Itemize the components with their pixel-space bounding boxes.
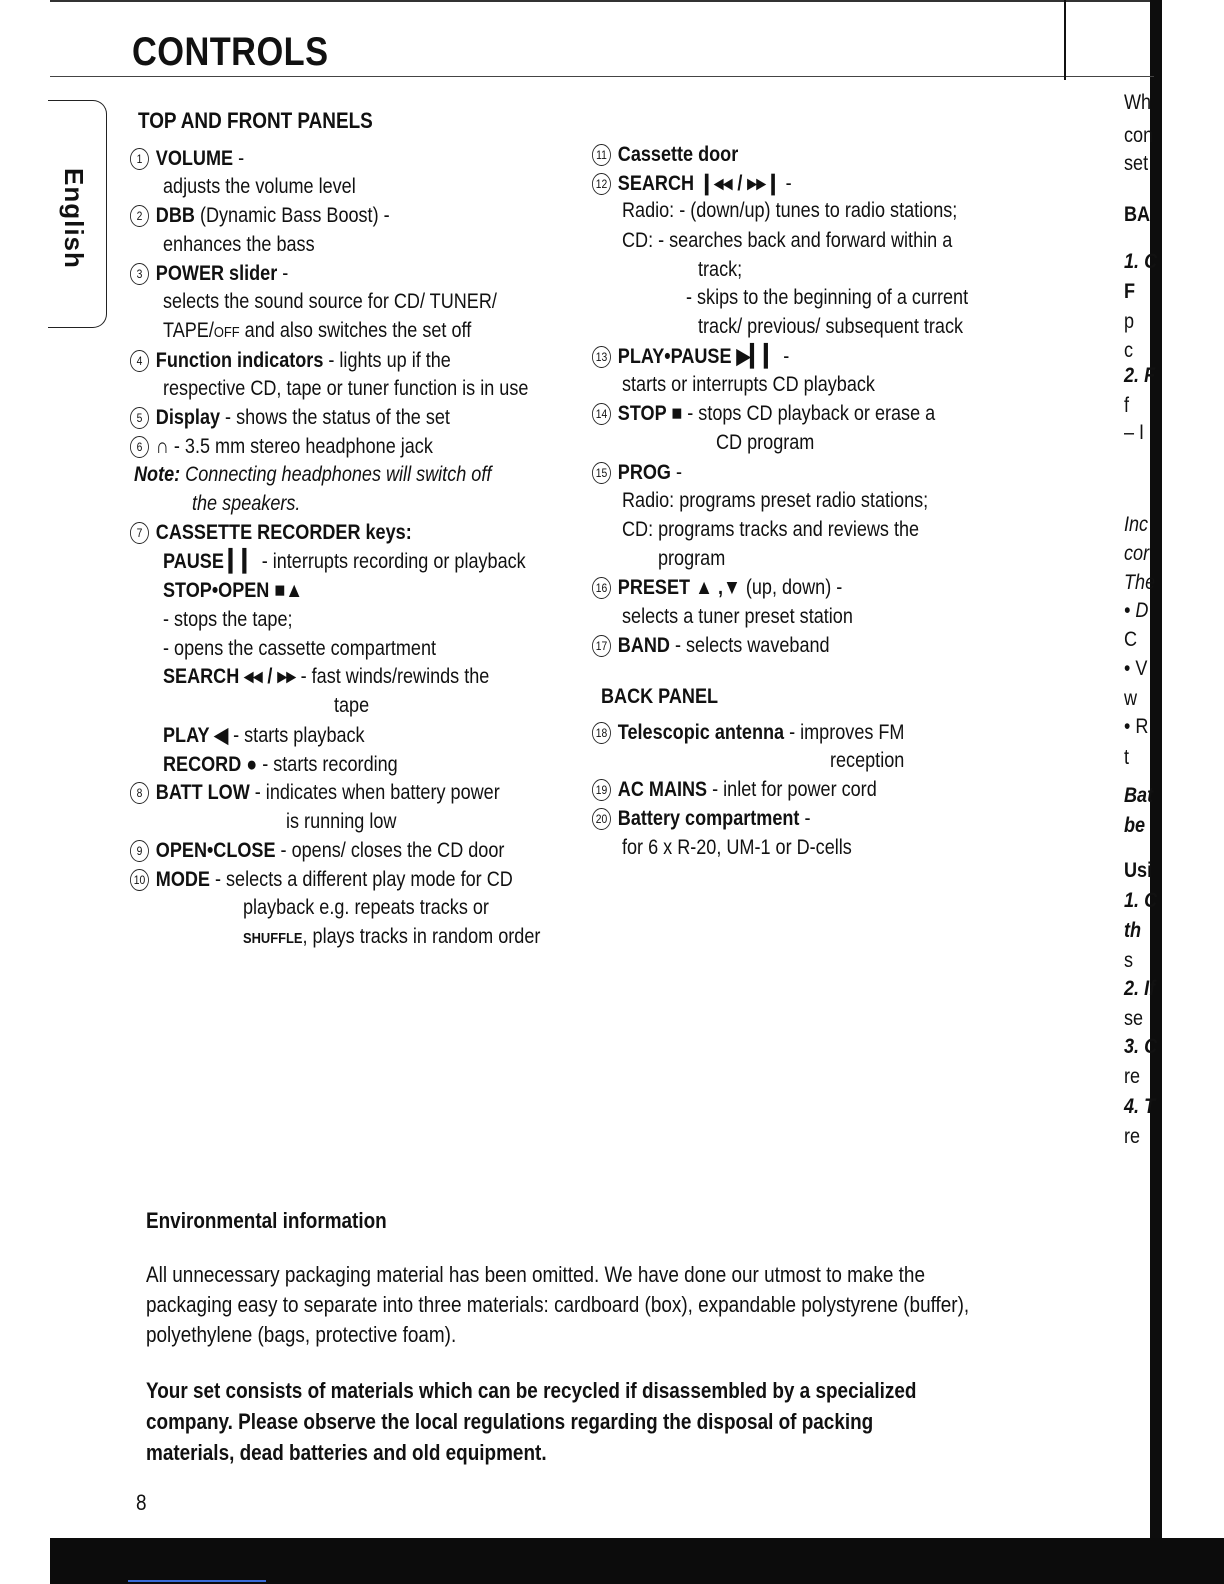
left-row <box>163 174 356 200</box>
item-number: 18 <box>592 722 611 744</box>
edge-fragment: • D <box>1124 599 1149 622</box>
item-number: 11 <box>592 144 611 166</box>
edge-fragment: s <box>1124 949 1134 972</box>
env-heading: Environmental information <box>146 1208 387 1233</box>
column-divider <box>1064 0 1066 80</box>
right-row <box>830 748 904 774</box>
item-label: SEARCH ❙◂◂ / ▸▸❙ <box>617 172 781 195</box>
edge-fragment: 4. T <box>1124 1095 1156 1118</box>
item-number: 10 <box>130 869 149 891</box>
item-desc: (up, down) - <box>740 576 843 599</box>
edge-fragment: th <box>1124 919 1142 942</box>
left-row <box>134 462 491 488</box>
section-title: TOP AND FRONT PANELS <box>138 108 373 133</box>
right-row <box>592 777 877 803</box>
left-row <box>163 636 436 662</box>
edge-rule <box>1066 76 1154 77</box>
left-row <box>130 146 244 172</box>
right-row <box>622 488 928 514</box>
item-label: VOLUME <box>155 147 234 170</box>
item-number: 20 <box>592 808 611 830</box>
item-number: 5 <box>130 407 149 429</box>
item-desc: (Dynamic Bass Boost) - <box>194 204 390 227</box>
left-row <box>130 520 412 546</box>
left-row <box>130 867 513 893</box>
item-label: ∩ <box>155 435 169 458</box>
right-row <box>592 633 830 659</box>
item-desc: - <box>277 262 289 285</box>
top-border <box>50 0 1150 2</box>
item-label: DBB <box>155 204 195 227</box>
page-title: CONTROLS <box>132 30 329 74</box>
edge-fragment: 1. C <box>1124 250 1158 273</box>
item-number: 16 <box>592 577 611 599</box>
edge-fragment: Wh <box>1124 91 1152 114</box>
right-row <box>601 684 718 710</box>
key-label: PAUSE ▎▎ <box>163 550 257 573</box>
left-row <box>163 752 398 778</box>
desc-text: selects a tuner preset station <box>622 605 853 628</box>
desc-smallcaps: SHUFFLE <box>243 930 303 947</box>
item-label: AC MAINS <box>617 778 708 801</box>
item-desc: - opens/ closes the CD door <box>275 839 505 862</box>
edge-fragment: c <box>1124 339 1134 362</box>
edge-fragment: re <box>1124 1125 1141 1148</box>
key-desc: - starts playback <box>228 724 365 747</box>
key-desc: - interrupts recording or playback <box>256 550 526 573</box>
key-label: PLAY ◀ <box>163 724 229 747</box>
language-tab-label: English <box>59 168 89 269</box>
desc-text: reception <box>830 749 905 772</box>
left-row <box>163 723 365 749</box>
item-label: STOP ■ <box>617 402 683 425</box>
item-label: Display <box>155 406 221 429</box>
edge-fragment: 3. C <box>1124 1035 1158 1058</box>
item-label: BAND <box>617 634 670 657</box>
env-paragraph-line: polyethylene (bags, protective foam). <box>146 1322 457 1347</box>
left-row <box>130 348 451 374</box>
left-row <box>286 809 396 835</box>
desc-text: Radio: programs preset radio stations; <box>622 489 929 512</box>
item-number: 8 <box>130 782 149 804</box>
edge-fragment: 2. F <box>1124 364 1156 387</box>
desc-text: , plays tracks in random order <box>302 925 541 948</box>
item-number: 2 <box>130 205 149 227</box>
desc-text: CD: - searches back and forward within a <box>622 229 953 252</box>
env-paragraph-line: All unnecessary packaging material has been omitted. We have done our utmost to make the <box>146 1262 925 1287</box>
key-label: STOP•OPEN ■▲ <box>163 579 304 602</box>
edge-fragment: w <box>1124 687 1138 710</box>
item-label: BATT LOW <box>155 781 250 804</box>
item-number: 6 <box>130 436 149 458</box>
left-row <box>163 607 293 633</box>
left-row <box>163 549 526 575</box>
section-title: BACK PANEL <box>601 685 719 708</box>
item-label: Function indicators <box>155 349 324 372</box>
left-row <box>163 578 303 604</box>
desc-text: and also switches the set off <box>239 319 472 342</box>
left-row <box>130 261 288 287</box>
item-label: PLAY•PAUSE ▶▎▎ <box>617 345 779 368</box>
edge-fragment: be <box>1124 814 1146 837</box>
left-row <box>192 491 300 517</box>
left-row <box>243 895 489 921</box>
edge-fragment: 2. If <box>1124 977 1156 1000</box>
left-row <box>130 203 390 229</box>
right-row <box>592 720 904 746</box>
right-row <box>622 372 875 398</box>
item-number: 9 <box>130 840 149 862</box>
right-row <box>698 314 963 340</box>
item-label: PROG <box>617 461 671 484</box>
item-desc: - <box>778 345 790 368</box>
edge-fragment: • R <box>1124 715 1149 738</box>
right-row <box>622 517 919 543</box>
edge-fragment: t <box>1124 746 1130 769</box>
left-row <box>130 405 450 431</box>
item-desc: - indicates when battery power <box>249 781 500 804</box>
item-desc: - <box>780 172 792 195</box>
desc-text: adjusts the volume level <box>163 175 356 198</box>
edge-fragment: Usi <box>1124 859 1153 882</box>
edge-fragment: 1. C <box>1124 889 1158 912</box>
key-desc: - fast winds/rewinds the <box>295 665 490 688</box>
header-rule <box>50 76 1066 77</box>
desc-text: program <box>658 547 726 570</box>
item-number: 4 <box>130 350 149 372</box>
edge-fragment: Bat <box>1124 784 1154 807</box>
item-label: PRESET ▲ ,▼ <box>617 576 741 599</box>
desc-text: enhances the bass <box>163 233 315 256</box>
left-row <box>163 232 315 258</box>
edge-fragment: cor <box>1124 542 1150 565</box>
item-desc: - 3.5 mm stereo headphone jack <box>168 435 433 458</box>
env-bold-line: materials, dead batteries and old equipment. <box>146 1440 547 1465</box>
item-label: OPEN•CLOSE <box>155 839 276 862</box>
edge-fragment: p <box>1124 310 1135 333</box>
right-row <box>592 171 792 197</box>
desc-text: starts or interrupts CD playback <box>622 373 875 396</box>
item-desc: - shows the status of the set <box>220 406 450 429</box>
left-row <box>163 318 471 346</box>
item-desc: - inlet for power cord <box>707 778 877 801</box>
desc-smallcaps: OFF <box>213 324 240 341</box>
desc-text: TAPE/ <box>163 319 214 342</box>
edge-fragment: F <box>1124 280 1136 303</box>
right-row <box>698 257 742 283</box>
edge-fragment: re <box>1124 1065 1141 1088</box>
key-label: RECORD ● <box>163 753 258 776</box>
env-bold-line: Your set consists of materials which can be recycled if disassembled by a specialized <box>146 1378 917 1403</box>
bottom-link-line <box>128 1580 266 1582</box>
desc-text: CD: programs tracks and reviews the <box>622 518 920 541</box>
item-label: POWER slider <box>155 262 278 285</box>
edge-fragment: f <box>1124 394 1130 417</box>
edge-fragment: BA <box>1124 203 1151 226</box>
item-desc: - lights up if the <box>323 349 451 372</box>
item-label: CASSETTE RECORDER keys: <box>155 521 412 544</box>
key-label: SEARCH ◂◂ / ▸▸ <box>163 665 296 688</box>
desc-text: for 6 x R-20, UM-1 or D-cells <box>622 836 852 859</box>
item-number: 15 <box>592 462 611 484</box>
right-row <box>658 546 725 572</box>
note-text: the speakers. <box>192 492 301 515</box>
right-row <box>686 285 968 311</box>
desc-text: - skips to the beginning of a current <box>686 286 969 309</box>
edge-fragment: The <box>1124 571 1156 594</box>
left-row <box>163 289 497 315</box>
item-desc: - <box>233 147 245 170</box>
page-edge <box>1150 0 1162 1540</box>
item-label: Battery compartment <box>617 807 800 830</box>
desc-text: tape <box>334 694 370 717</box>
desc-text: track; <box>698 258 743 281</box>
env-bold-line: company. Please observe the local regulations regarding the disposal of packing <box>146 1409 874 1434</box>
note-label: Note: <box>134 463 181 486</box>
item-label: MODE <box>155 868 210 891</box>
left-row <box>243 924 540 952</box>
desc-text: selects the sound source for CD/ TUNER/ <box>163 290 497 313</box>
left-row <box>130 780 500 806</box>
item-number: 17 <box>592 635 611 657</box>
item-desc: - <box>670 461 683 484</box>
item-desc: - selects waveband <box>669 634 830 657</box>
desc-text: track/ previous/ subsequent track <box>698 315 964 338</box>
item-desc: - improves FM <box>784 721 905 744</box>
right-row <box>592 575 842 601</box>
right-row <box>592 806 810 832</box>
left-row <box>163 376 528 402</box>
right-row <box>592 460 682 486</box>
edge-fragment: con <box>1124 124 1154 147</box>
item-number: 14 <box>592 403 611 425</box>
edge-fragment: • V <box>1124 657 1148 680</box>
right-row <box>622 835 852 861</box>
left-row <box>334 693 369 719</box>
item-number: 1 <box>130 148 149 170</box>
note-text: Connecting headphones will switch off <box>180 463 492 486</box>
key-desc: - starts recording <box>257 753 398 776</box>
left-row <box>130 838 504 864</box>
desc-text: - opens the cassette compartment <box>163 637 437 660</box>
edge-fragment: – I <box>1124 421 1145 444</box>
item-desc: - selects a different play mode for CD <box>209 868 513 891</box>
edge-fragment: set <box>1124 152 1149 175</box>
left-row <box>130 434 433 460</box>
desc-text: CD program <box>716 431 815 454</box>
edge-fragment: C <box>1124 628 1138 651</box>
item-label: Cassette door <box>617 143 739 166</box>
right-row <box>592 344 789 370</box>
item-number: 19 <box>592 779 611 801</box>
right-row <box>622 228 952 254</box>
desc-text: playback e.g. repeats tracks or <box>243 896 489 919</box>
left-row <box>163 664 489 690</box>
desc-text: respective CD, tape or tuner function is in use <box>163 377 529 400</box>
bottom-bar <box>50 1538 1224 1584</box>
item-number: 7 <box>130 522 149 544</box>
right-row <box>622 198 957 224</box>
item-desc: - stops CD playback or erase a <box>682 402 936 425</box>
item-number: 3 <box>130 263 149 285</box>
env-paragraph-line: packaging easy to separate into three materials: cardboard (box), expandable polystyrene (buffer), <box>146 1292 970 1317</box>
edge-fragment: se <box>1124 1007 1144 1030</box>
item-label: Telescopic antenna <box>617 721 785 744</box>
desc-text: Radio: - (down/up) tunes to radio stations; <box>622 199 958 222</box>
right-row <box>716 430 814 456</box>
item-number: 12 <box>592 173 611 195</box>
edge-fragment: Inc <box>1124 513 1149 536</box>
desc-text: - stops the tape; <box>163 608 293 631</box>
item-number: 13 <box>592 346 611 368</box>
desc-text: is running low <box>286 810 397 833</box>
page-number: 8 <box>136 1490 147 1515</box>
item-desc: - <box>799 807 811 830</box>
right-row <box>592 142 738 168</box>
right-row <box>622 604 853 630</box>
right-row <box>592 401 935 427</box>
